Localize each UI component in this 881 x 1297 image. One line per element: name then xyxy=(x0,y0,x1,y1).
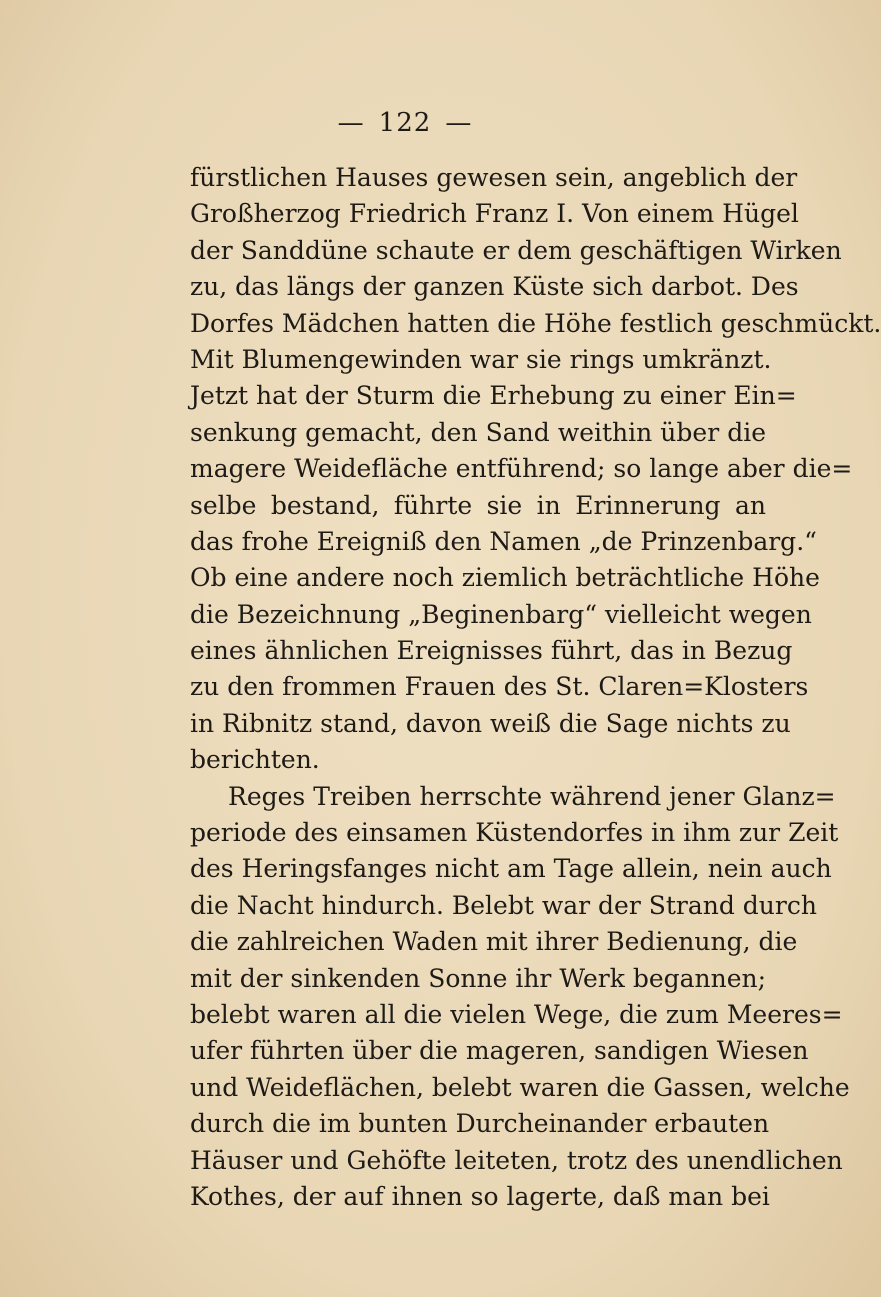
paragraph-1 xyxy=(190,160,881,779)
text-line: magere Weidefläche entführend; so lange aber die= xyxy=(190,454,853,484)
text-line: fürstlichen Hauses gewesen sein, angeblich der xyxy=(190,163,798,192)
text-line: berichten. xyxy=(190,745,320,775)
text-line: zu, das längs der ganzen Küste sich darbot. Des xyxy=(190,272,799,302)
text-line: die zahlreichen Waden mit ihrer Bedienung, die xyxy=(190,927,798,957)
text-line: Mit Blumengewinden war sie rings umkränzt. xyxy=(190,344,772,374)
text-line: die Nacht hindurch. Belebt war der Strand durch xyxy=(190,890,817,920)
text-line: Dorfes Mädchen hatten die Höhe festlich geschmückt. xyxy=(190,308,881,338)
text-line: durch die im bunten Durcheinander erbauten xyxy=(190,1109,770,1139)
text-line: belebt waren all die vielen Wege, die zum Meeres= xyxy=(190,999,843,1029)
text-line: selbe bestand, führte sie in Erinnerung an xyxy=(190,490,766,520)
header-dash-left: — xyxy=(337,108,365,138)
text-line: zu den frommen Frauen des St. Claren=Klosters xyxy=(190,672,809,702)
text-line: Jetzt hat der Sturm die Erhebung zu einer Ein= xyxy=(190,381,797,411)
header-dash-right: — xyxy=(445,108,473,138)
text-line: in Ribnitz stand, davon weiß die Sage nichts zu xyxy=(190,708,791,738)
text-line: das frohe Ereigniß den Namen „de Prinzenbarg.“ xyxy=(190,526,817,556)
paragraph-2 xyxy=(190,779,850,1216)
text-line: und Weideflächen, belebt waren die Gassen, welche xyxy=(190,1072,850,1102)
text-line: Großherzog Friedrich Franz I. Von einem Hügel xyxy=(190,199,799,229)
text-line: des Heringsfanges nicht am Tage allein, nein auch xyxy=(190,854,832,884)
text-line: Ob eine andere noch ziemlich beträchtliche Höhe xyxy=(190,563,820,593)
text-line: Häuser und Gehöfte leiteten, trotz des unendlichen xyxy=(190,1145,843,1175)
text-line: ufer führten über die mageren, sandigen Wiesen xyxy=(190,1036,809,1066)
body-text xyxy=(190,160,881,1215)
page-header xyxy=(0,108,810,138)
text-line: periode des einsamen Küstendorfes in ihm zur Zeit xyxy=(190,818,839,848)
text-line: Reges Treiben herrschte während jener Glanz= xyxy=(228,781,836,811)
text-line: Kothes, der auf ihnen so lagerte, daß man bei xyxy=(190,1181,770,1211)
text-line: mit der sinkenden Sonne ihr Werk begannen; xyxy=(190,963,767,993)
text-line: die Bezeichnung „Beginenbarg“ vielleicht wegen xyxy=(190,599,812,629)
text-line: eines ähnlichen Ereignisses führt, das in Bezug xyxy=(190,636,793,666)
text-line: der Sanddüne schaute er dem geschäftigen Wirken xyxy=(190,235,842,265)
page-number: 122 xyxy=(378,108,432,138)
text-line: senkung gemacht, den Sand weithin über die xyxy=(190,417,766,447)
